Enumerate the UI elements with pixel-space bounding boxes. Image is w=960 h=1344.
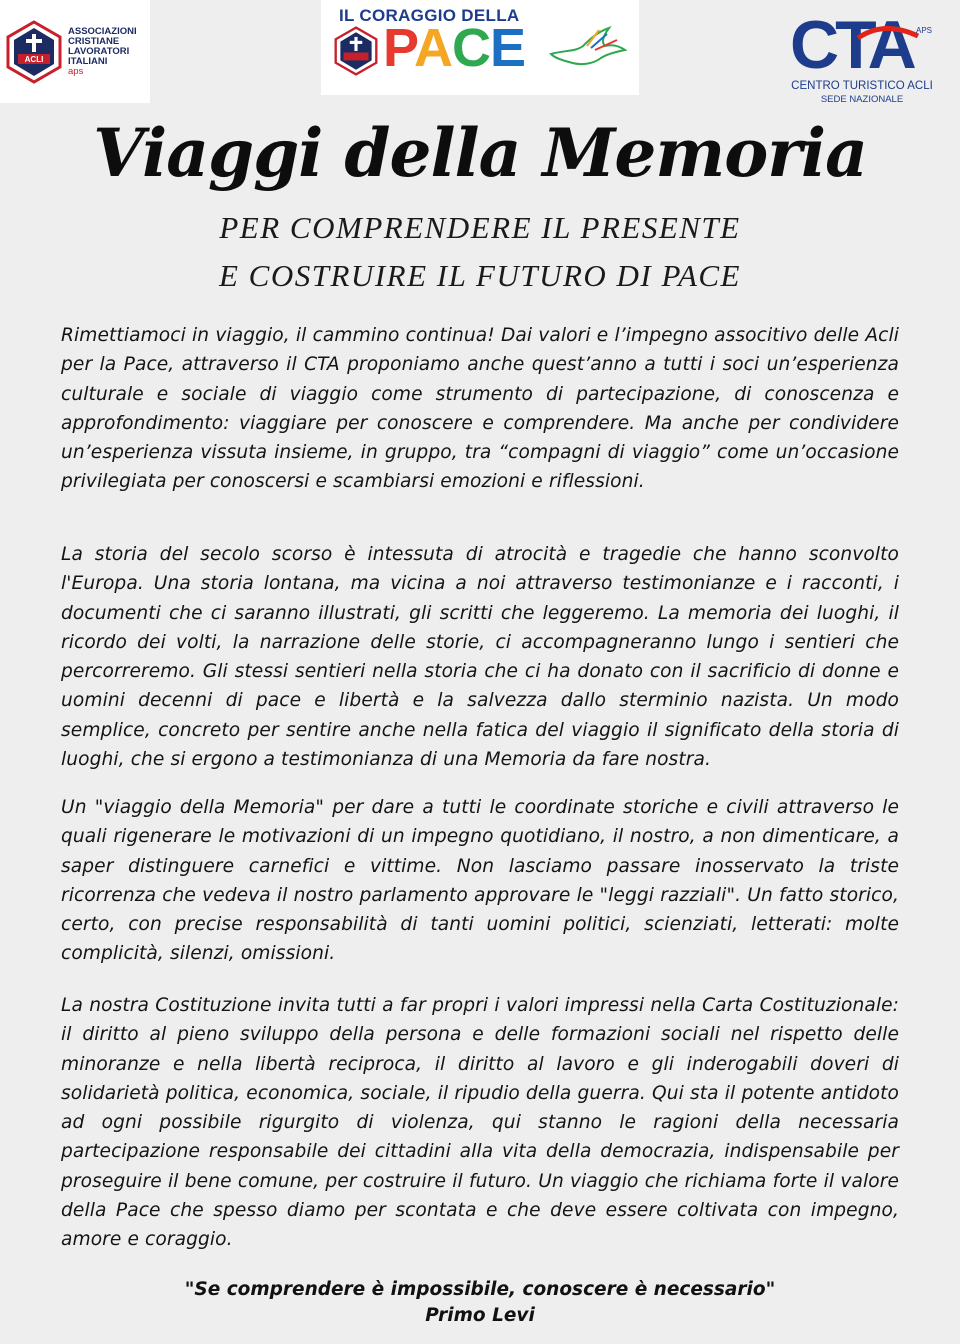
subtitle-line-1: PER COMPRENDERE IL PRESENTE bbox=[219, 210, 741, 245]
paragraph-1: Rimettiamoci in viaggio, il cammino continua! Dai valori e l’impegno associtivo delle Acli per la Pace, attraverso il CTA proponiamo anche quest’anno a tutti i soci un’esperienza culturale e sociale di viaggio come strumento di partecipazione, di conoscenza e approfondimento: viaggiare per conoscere e comprendere. Ma anche per condividere un’esperienza vissuta insieme, in gruppo, tra “compagni di viaggio” come un’occasione privilegiata per conoscersi e scambiarsi emozioni e riflessioni. bbox=[61, 325, 899, 493]
quote-author: Primo Levi bbox=[425, 1305, 535, 1326]
acli-line-3: LAVORATORI bbox=[68, 45, 130, 57]
cta-letters-icon bbox=[788, 10, 934, 80]
cta-logo bbox=[782, 10, 942, 110]
paragraph-4: La nostra Costituzione invita tutti a far propri i valori impressi nella Carta Costituzionale: il diritto al pieno sviluppo della persona e delle formazioni sociali nel rispetto delle minoranze e nella libertà reciproca, il diritto al lavoro e gli inderogabili doveri di solidarietà politica, economica, sociale, il ripudio della guerra. Qui sta il potente antidoto ad ogni possibile rigurgito di violenza, qui stanno le ragioni della necessaria partecipazione responsabile dei cittadini alla vita della democrazia, indispensabile per proseguire il bene comune, per costruire il futuro. Un viaggio che richiama forte il valore della Pace che spesso diamo per scontata e che deve essere coltivata con impegno, amore e coraggio. bbox=[61, 995, 899, 1251]
acli-aps: aps bbox=[68, 65, 84, 77]
cta-name: CENTRO TURISTICO ACLI bbox=[791, 80, 933, 92]
svg-text:ACLI: ACLI bbox=[24, 54, 44, 64]
acli-name bbox=[68, 27, 137, 77]
pace-letter: A bbox=[414, 18, 453, 78]
acli-line-2: CRISTIANE bbox=[68, 35, 120, 47]
pace-logo-word bbox=[383, 20, 525, 76]
dove-icon bbox=[547, 24, 627, 74]
acli-badge-icon bbox=[6, 20, 62, 84]
pace-letter: P bbox=[383, 18, 415, 78]
acli-line-1: ASSOCIAZIONI bbox=[68, 25, 137, 37]
pace-logo bbox=[321, 0, 639, 95]
acli-logo bbox=[0, 0, 150, 103]
acli-line-4: ITALIANI bbox=[68, 55, 108, 67]
subtitle-line-2: E COSTRUIRE IL FUTURO DI PACE bbox=[219, 258, 741, 293]
closing-quote: "Se comprendere è impossibile, conoscere è necessario" bbox=[184, 1279, 776, 1300]
paragraph-3: Un "viaggio della Memoria" per dare a tutti le coordinate storiche e civili attraverso le quali rigenerare le motivazioni di un impegno quotidiano, il nostro, a non dimenticare, a saper distinguere carnefici e vittime. Non lasciamo passare inosservato la triste ricorrenza che vedeva il nostro parlamento approvare le "leggi razziali". Un fatto storico, certo, con precise responsabilità di tanti uomini politici, scienziati, letterati: molte complicità, silenzi, omissioni. bbox=[61, 797, 899, 965]
pace-letter: E bbox=[490, 18, 526, 78]
svg-text:CTA: CTA bbox=[790, 10, 913, 80]
paragraph-2: La storia del secolo scorso è intessuta di atrocità e tragedie che hanno sconvolto l'Europa. Una storia lontana, ma vicina a noi attraverso testimonianze e i racconti, i documenti che ci saranno illustrati, gli scritti che leggeremo. La memoria dei luoghi, il ricordo dei volti, la narrazione delle storie, ci accompagneranno lungo i sentieri che percorreremo. Gli stessi sentieri nella storia che ci ha donato con il sacrificio di donne e uomini decenni di pace e libertà e la salvezza dallo sterminio nazista. Un modo semplice, concreto per sentire anche nella fatica del viaggio il significato della storia di luoghi, che si ergono a testimonianza di una Memoria da fare nostra. bbox=[61, 544, 899, 771]
pace-logo-top: IL CORAGGIO DELLA bbox=[339, 6, 520, 25]
page-title: Viaggi della Memoria bbox=[93, 114, 867, 192]
pace-letter: C bbox=[452, 18, 491, 78]
cta-sede: SEDE NAZIONALE bbox=[820, 94, 904, 105]
cta-aps: APS bbox=[916, 26, 933, 35]
acli-badge-icon bbox=[333, 26, 379, 76]
